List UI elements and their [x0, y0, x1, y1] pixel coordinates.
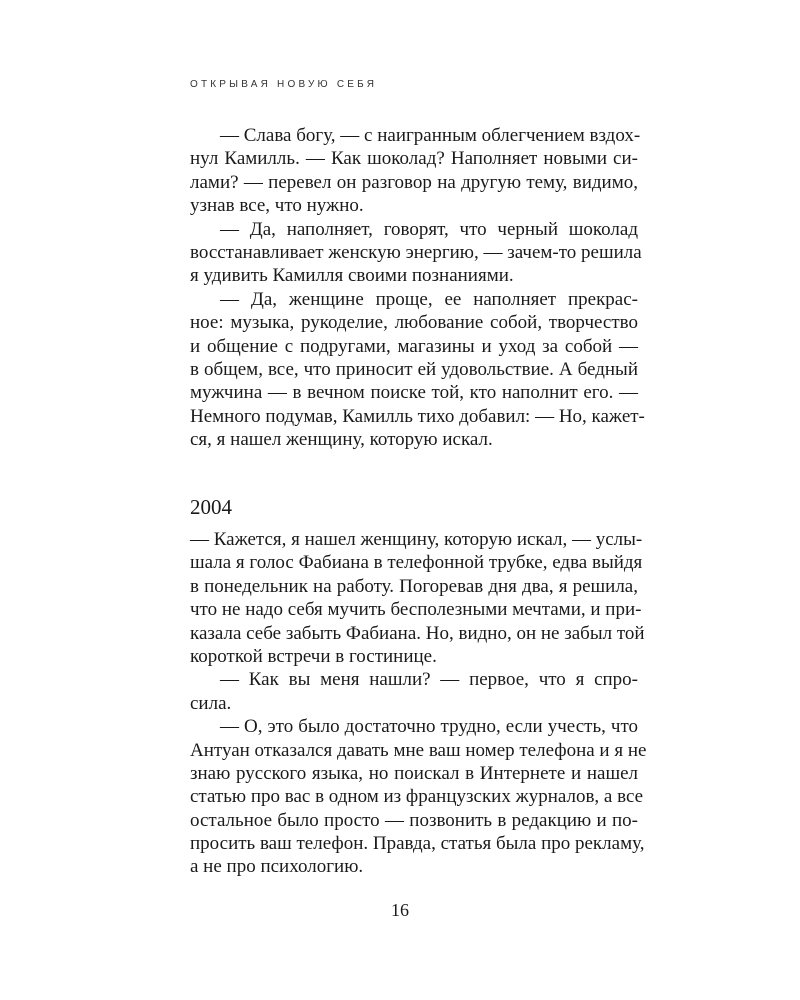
text-line: Немного подумав, Камилль тихо добавил: — Но, кажет-	[190, 405, 645, 427]
text-line: остальное было просто — позвонить в редакцию и по-	[190, 809, 638, 831]
text-line: лами? — перевел он разговор на другую тему, видимо,	[190, 171, 638, 193]
text-line: узнав все, что нужно.	[190, 195, 364, 217]
section-heading-year: 2004	[190, 495, 232, 519]
dialogue-block-2	[190, 528, 647, 879]
text-line: статью про вас в одном из французских журналов, а все	[190, 786, 644, 808]
running-head: ОТКРЫВАЯ НОВУЮ СЕБЯ	[190, 79, 378, 90]
text-line: мужчина — в вечном поиске той, кто наполнит его. —	[190, 382, 638, 404]
dialogue-block-1	[190, 124, 645, 451]
text-line: восстанавливает женскую энергию, — зачем-то решила	[190, 241, 642, 263]
text-line: просить ваш телефон. Правда, статья была про рекламу,	[190, 833, 645, 855]
text-line: — Как вы меня нашли? — первое, что я спро-	[220, 669, 638, 691]
text-line: в понедельник на работу. Погоревав дня два, я решила,	[190, 575, 638, 597]
text-line: ное: музыка, рукоделие, любование собой, творчество	[190, 312, 638, 334]
text-line: сила.	[190, 692, 232, 714]
text-line: — Да, женщине проще, ее наполняет прекрас-	[220, 288, 638, 310]
text-line: а не про психологию.	[190, 856, 364, 878]
text-line: ся, я нашел женщину, которую искал.	[190, 429, 493, 451]
text-line: Антуан отказался давать мне ваш номер телефона и я не	[190, 739, 647, 761]
text-line: что не надо себя мучить бесполезными мечтами, и при-	[190, 599, 642, 621]
page-number: 16	[391, 900, 409, 920]
text-line: — Кажется, я нашел женщину, которую искал, — услы-	[190, 529, 643, 550]
text-line: — Слава богу, — с наигранным облегчением вздох-	[220, 125, 641, 146]
text-line: — О, это было достаточно трудно, если учесть, что	[220, 716, 638, 738]
text-line: в общем, все, что приносит ей удовольствие. А бедный	[190, 358, 638, 380]
text-line: я удивить Камилля своими познаниями.	[190, 265, 514, 287]
text-line: короткой встречи в гостинице.	[190, 645, 437, 667]
text-line: шала я голос Фабиана в телефонной трубке, едва выйдя	[190, 552, 643, 574]
text-line: казала себе забыть Фабиана. Но, видно, он не забыл той	[190, 622, 645, 644]
text-line: нул Камилль. — Как шоколад? Наполняет новыми си-	[190, 148, 638, 170]
text-line: и общение с подругами, магазины и уход за собой —	[190, 335, 638, 357]
text-line: — Да, наполняет, говорят, что черный шоколад	[220, 218, 638, 240]
text-line: знаю русского языка, но поискал в Интернете и нашел	[190, 762, 638, 784]
